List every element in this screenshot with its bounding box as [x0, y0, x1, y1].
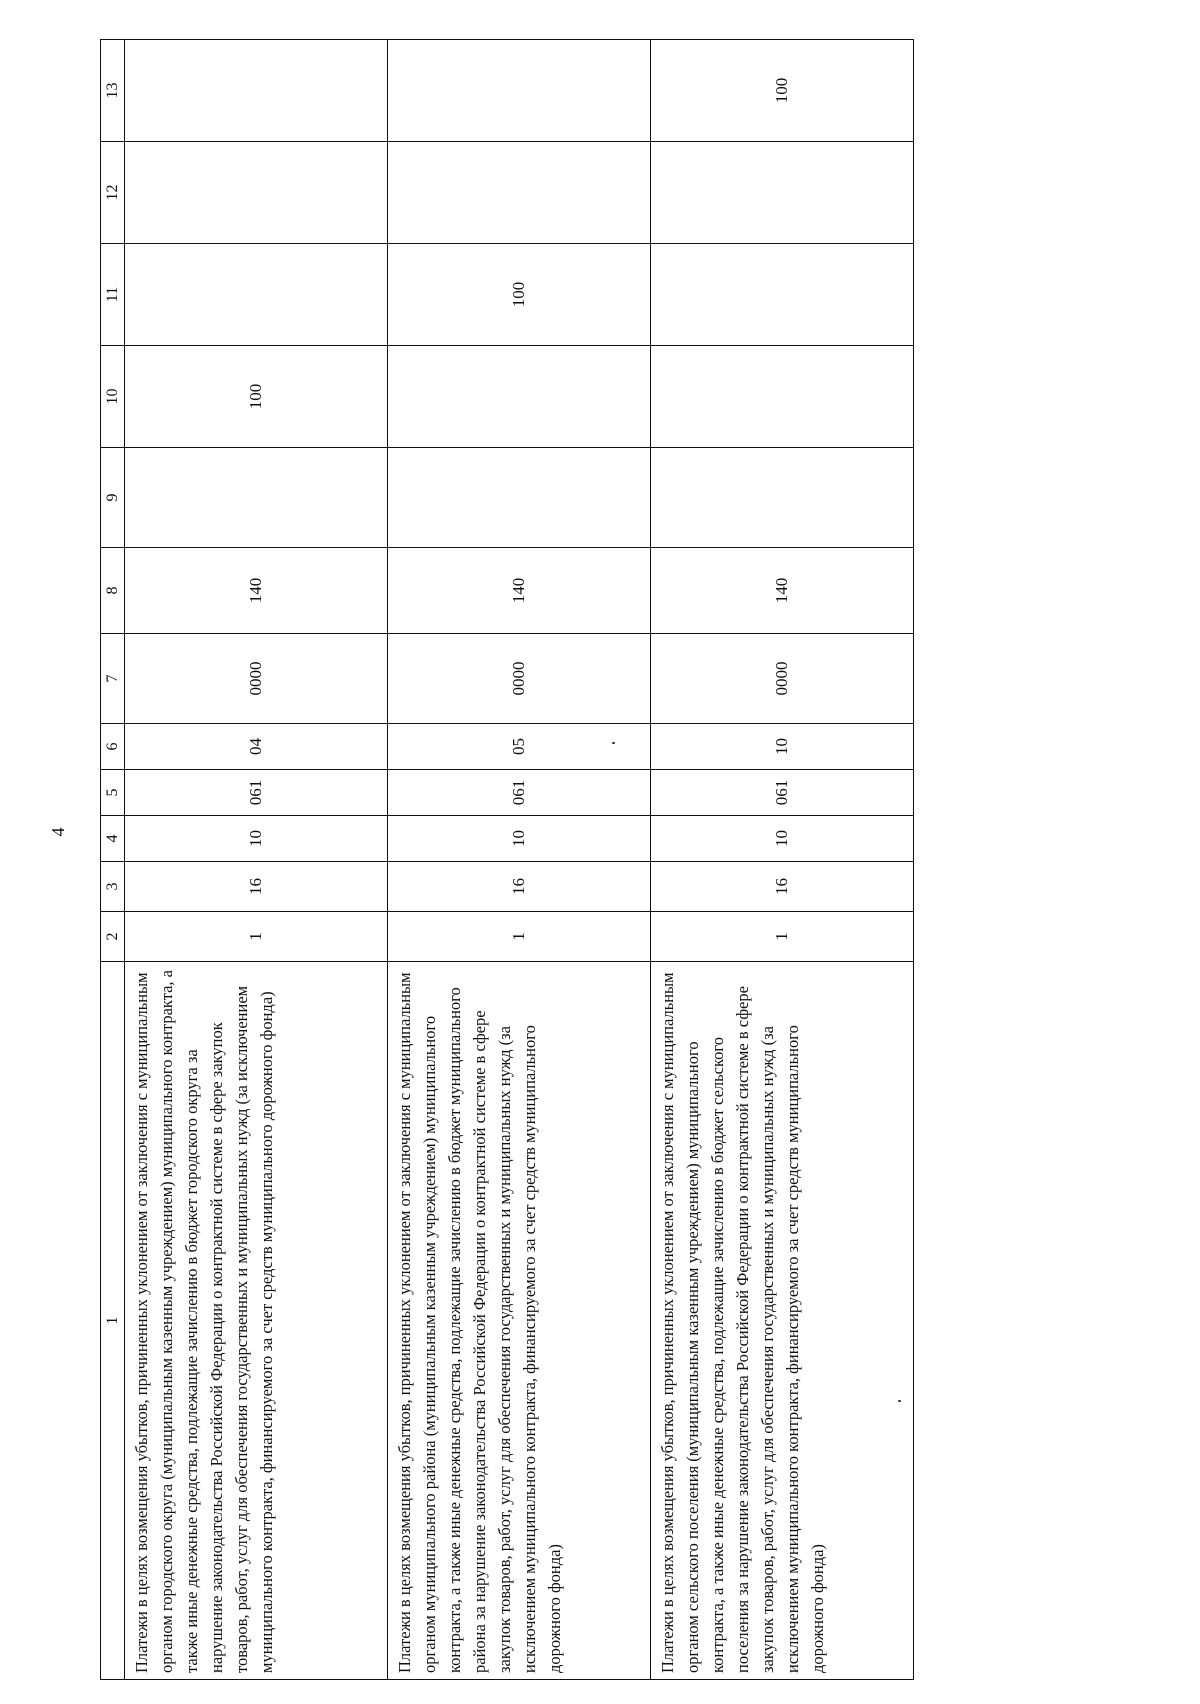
- table-cell: 100: [388, 244, 651, 346]
- table-cell: [388, 448, 651, 548]
- row-description: Платежи в целях возмещения убытков, причиненных уклонением от заключения с муниципальным органом муниципального района (муниципальным казенным учреждением) муниципального контракта, а также иные денежные средства, подлежащие зачислению в бюджет муниципального района за нарушение законодательства Российской Федерации о контрактной системе в сфере закупок товаров, работ, услуг для обеспечения государственных и муниципальных нужд (за исключением муниципального контракта, финансируемого за счет средств муниципального дорожного фонда): [388, 962, 651, 1680]
- table-cell: 16: [388, 862, 651, 912]
- budget-classification-table: [100, 39, 914, 1680]
- header-cell: 10: [101, 346, 125, 448]
- header-cell: 9: [101, 448, 125, 548]
- table-cell: 1: [651, 912, 914, 962]
- table-row: [388, 40, 651, 1680]
- header-cell: 3: [101, 862, 125, 912]
- header-cell: 2: [101, 912, 125, 962]
- table-cell: 10: [651, 724, 914, 770]
- table-cell: 140: [388, 548, 651, 634]
- table-cell: [125, 40, 388, 142]
- table-cell: 0000: [125, 634, 388, 724]
- row-description: Платежи в целях возмещения убытков, причиненных уклонением от заключения с муниципальным органом городского округа (муниципальным казенным учреждением) муниципального контракта, а также иные денежные средства, подлежащие зачислению в бюджет городского округа за нарушение законодательства Российской Федерации о контрактной системе в сфере закупок товаров, работ, услуг для обеспечения государственных и муниципальных нужд (за исключением муниципального контракта, финансируемого за счет средств муниципального дорожного фонда): [125, 962, 388, 1680]
- table-cell: 1: [125, 912, 388, 962]
- header-cell: 13: [101, 40, 125, 142]
- header-cell: 1: [101, 962, 125, 1680]
- header-cell: 7: [101, 634, 125, 724]
- table-cell: [651, 142, 914, 244]
- table-cell: 10: [125, 816, 388, 862]
- table-cell: 0000: [388, 634, 651, 724]
- header-cell: 12: [101, 142, 125, 244]
- table-cell: 04: [125, 724, 388, 770]
- table-cell: 10: [388, 816, 651, 862]
- scan-speck: [612, 742, 615, 744]
- table-cell: 05: [388, 724, 651, 770]
- budget-classification-table-wrapper: [100, 40, 888, 1680]
- table-cell: [125, 448, 388, 548]
- table-row: [651, 40, 914, 1680]
- scan-speck: [898, 1400, 901, 1402]
- table-cell: [388, 40, 651, 142]
- table-cell: 061: [125, 770, 388, 816]
- table-cell: 0000: [651, 634, 914, 724]
- table-cell: 16: [651, 862, 914, 912]
- table-cell: [651, 448, 914, 548]
- table-cell: 100: [125, 346, 388, 448]
- table-cell: 140: [125, 548, 388, 634]
- header-row: [101, 40, 125, 1680]
- table-row: [125, 40, 388, 1680]
- header-cell: 11: [101, 244, 125, 346]
- table-cell: 16: [125, 862, 388, 912]
- table-cell: [125, 142, 388, 244]
- table-cell: [651, 244, 914, 346]
- table-cell: [388, 142, 651, 244]
- table-cell: [651, 346, 914, 448]
- table-cell: 140: [651, 548, 914, 634]
- table-cell: [125, 244, 388, 346]
- page-number: 4: [48, 827, 68, 837]
- table-cell: 100: [651, 40, 914, 142]
- table-cell: [388, 346, 651, 448]
- row-description: Платежи в целях возмещения убытков, причиненных уклонением от заключения с муниципальным органом сельского поселения (муниципальным казенным учреждением) муниципального контракта, а также иные денежные средства, подлежащие зачислению в бюджет сельского поселения за нарушение законодательства Российской Федерации о контрактной системе в сфере закупок товаров, работ, услуг для обеспечения государственных и муниципальных нужд (за исключением муниципального контракта, финансируемого за счет средств муниципального дорожного фонда): [651, 962, 914, 1680]
- header-cell: 8: [101, 548, 125, 634]
- table-cell: 061: [388, 770, 651, 816]
- header-cell: 5: [101, 770, 125, 816]
- header-cell: 4: [101, 816, 125, 862]
- header-cell: 6: [101, 724, 125, 770]
- table-cell: 10: [651, 816, 914, 862]
- table-cell: 1: [388, 912, 651, 962]
- table-cell: 061: [651, 770, 914, 816]
